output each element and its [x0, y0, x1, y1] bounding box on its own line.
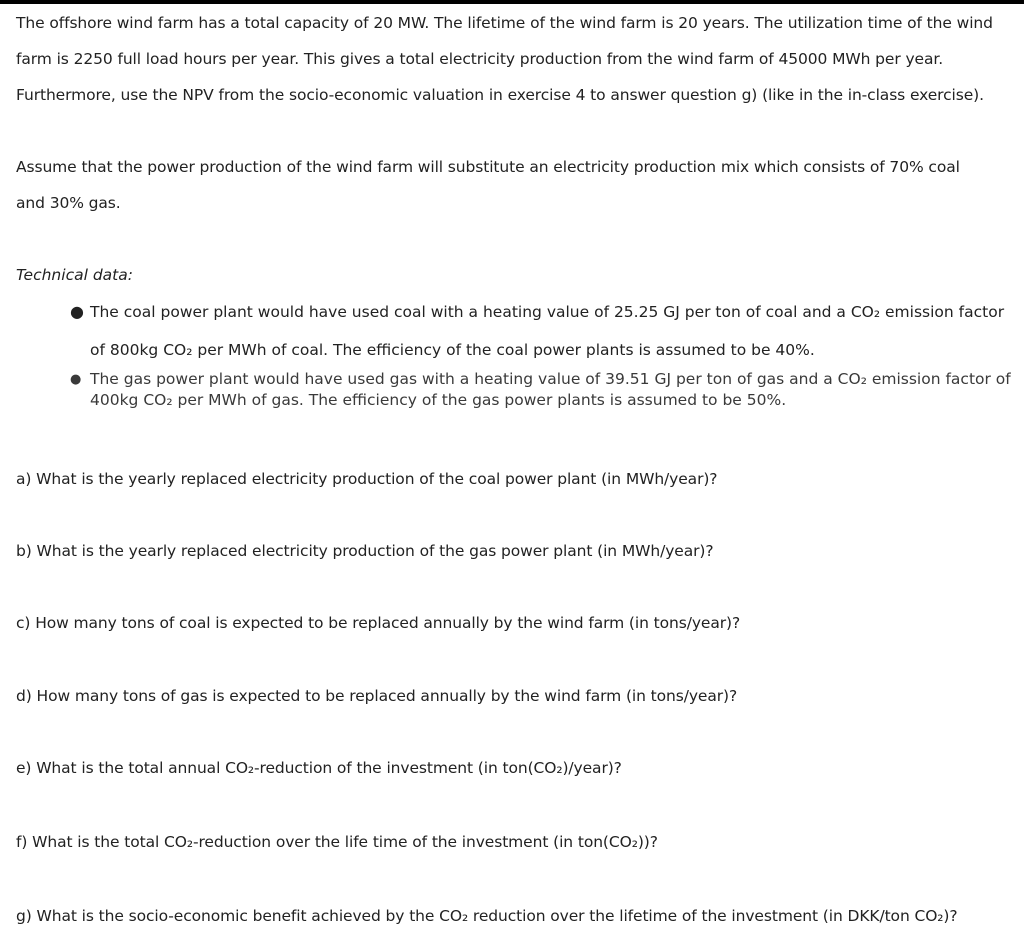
- bullet-icon: ●: [70, 302, 84, 321]
- list-item-line: of 800kg CO₂ per MWh of coal. The efficiency of the coal power plants is assumed to be 40%.: [90, 341, 815, 359]
- question-f: f) What is the total CO₂-reduction over the life time of the investment (in ton(CO₂))?: [16, 833, 658, 851]
- technical-data-heading: Technical data:: [16, 266, 133, 284]
- question-d: d) How many tons of gas is expected to be replaced annually by the wind farm (in tons/year)?: [16, 687, 738, 705]
- question-g: g) What is the socio-economic benefit achieved by the CO₂ reduction over the lifetime of the investment (in DKK/ton CO₂)?: [16, 907, 958, 925]
- list-item-line: The coal power plant would have used coal with a heating value of 25.25 GJ per ton of coal and a CO₂ emission factor: [90, 303, 1005, 321]
- list-item-line: The gas power plant would have used gas with a heating value of 39.51 GJ per ton of gas and a CO₂ emission factor of: [90, 370, 1011, 388]
- bullet-icon: ●: [70, 372, 82, 387]
- question-b: b) What is the yearly replaced electricity production of the gas power plant (in MWh/year)?: [16, 542, 714, 560]
- list-item: [70, 369, 1016, 411]
- top-border: [0, 0, 1024, 4]
- intro-line-3: Furthermore, use the NPV from the socio-economic valuation in exercise 4 to answer question g) (like in the in-class exercise).: [16, 86, 984, 104]
- document-body: [16, 5, 1016, 411]
- assumption-line-2: and 30% gas.: [16, 194, 121, 212]
- question-c: c) How many tons of coal is expected to be replaced annually by the wind farm (in tons/year)?: [16, 614, 741, 632]
- question-a: a) What is the yearly replaced electricity production of the coal power plant (in MWh/year)?: [16, 470, 718, 488]
- intro-line-1: The offshore wind farm has a total capacity of 20 MW. The lifetime of the wind farm is 20 years. The utilization time of the wind: [16, 14, 993, 32]
- assumption-line-1: Assume that the power production of the wind farm will substitute an electricity production mix which consists of 70% coal: [16, 158, 960, 176]
- list-item: [70, 293, 1016, 369]
- list-item-line: 400kg CO₂ per MWh of gas. The efficiency of the gas power plants is assumed to be 50%.: [90, 391, 787, 409]
- technical-data-list: [16, 293, 1016, 411]
- question-e: e) What is the total annual CO₂-reduction of the investment (in ton(CO₂)/year)?: [16, 759, 622, 777]
- intro-line-2: farm is 2250 full load hours per year. This gives a total electricity production from the wind farm of 45000 MWh per year.: [16, 50, 944, 68]
